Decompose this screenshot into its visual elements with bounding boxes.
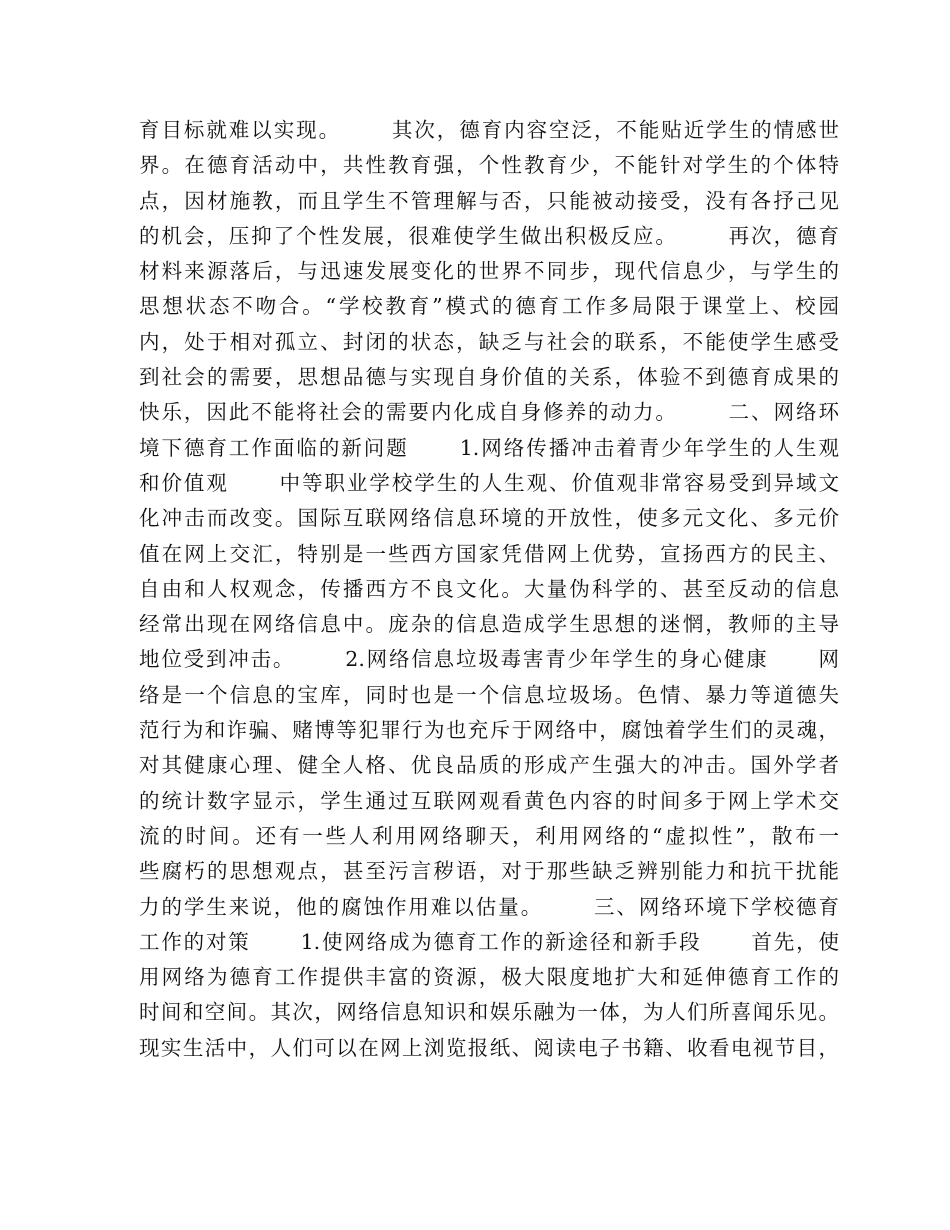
text-line: 内，处于相对孤立、封闭的状态，缺乏与社会的联系，不能使学生感受 [139, 329, 839, 354]
text-line: 用网络为德育工作提供丰富的资源，极大限度地扩大和延伸德育工作的 [139, 965, 839, 990]
text-line: 思想状态不吻合。“学校教育”模式的德育工作多局限于课堂上、校园 [139, 294, 839, 319]
text-line: 工作的对策 1.使网络成为德育工作的新途径和新手段 首先，使 [139, 929, 839, 954]
body-text [139, 113, 839, 1066]
text-line: 范行为和诈骗、赌博等犯罪行为也充斥于网络中，腐蚀着学生们的灵魂， [139, 718, 839, 743]
text-line: 对其健康心理、健全人格、优良品质的形成产生强大的冲击。国外学者 [139, 753, 839, 778]
text-line: 的机会，压抑了个性发展，很难使学生做出积极反应。 再次，德育 [139, 223, 839, 248]
text-line: 现实生活中，人们可以在网上浏览报纸、阅读电子书籍、收看电视节目， [139, 1035, 839, 1060]
text-line: 值在网上交汇，特别是一些西方国家凭借网上优势，宣扬西方的民主、 [139, 541, 839, 566]
text-line: 力的学生来说，他的腐蚀作用难以估量。 三、网络环境下学校德育 [139, 894, 839, 919]
text-line: 境下德育工作面临的新问题 1.网络传播冲击着青少年学生的人生观 [139, 435, 839, 460]
text-line: 界。在德育活动中，共性教育强，个性教育少，不能针对学生的个体特 [139, 153, 839, 178]
text-line: 地位受到冲击。 2.网络信息垃圾毒害青少年学生的身心健康 网 [139, 647, 839, 672]
text-line: 化冲击而改变。国际互联网络信息环境的开放性，使多元文化、多元价 [139, 506, 839, 531]
text-line: 流的时间。还有一些人利用网络聊天，利用网络的“虚拟性”，散布一 [139, 823, 839, 848]
text-line: 经常出现在网络信息中。庞杂的信息造成学生思想的迷惘，教师的主导 [139, 612, 839, 637]
text-line: 点，因材施教，而且学生不管理解与否，只能被动接受，没有各抒己见 [139, 188, 839, 213]
text-line: 的统计数字显示，学生通过互联网观看黄色内容的时间多于网上学术交 [139, 788, 839, 813]
text-line: 育目标就难以实现。 其次，德育内容空泛，不能贴近学生的情感世 [139, 118, 839, 142]
text-line: 自由和人权观念，传播西方不良文化。大量伪科学的、甚至反动的信息 [139, 576, 839, 601]
text-line: 快乐，因此不能将社会的需要内化成自身修养的动力。 二、网络环 [139, 400, 839, 425]
text-line: 到社会的需要，思想品德与实现自身价值的关系，体验不到德育成果的 [139, 365, 839, 390]
text-line: 时间和空间。其次，网络信息知识和娱乐融为一体，为人们所喜闻乐见。 [139, 1000, 839, 1025]
text-line: 和价值观 中等职业学校学生的人生观、价值观非常容易受到异域文 [139, 470, 839, 495]
text-line: 络是一个信息的宝库，同时也是一个信息垃圾场。色情、暴力等道德失 [139, 682, 839, 707]
text-line: 材料来源落后，与迅速发展变化的世界不同步，现代信息少，与学生的 [139, 259, 839, 284]
text-line: 些腐朽的思想观点，甚至污言秽语，对于那些缺乏辨别能力和抗干扰能 [139, 859, 839, 884]
